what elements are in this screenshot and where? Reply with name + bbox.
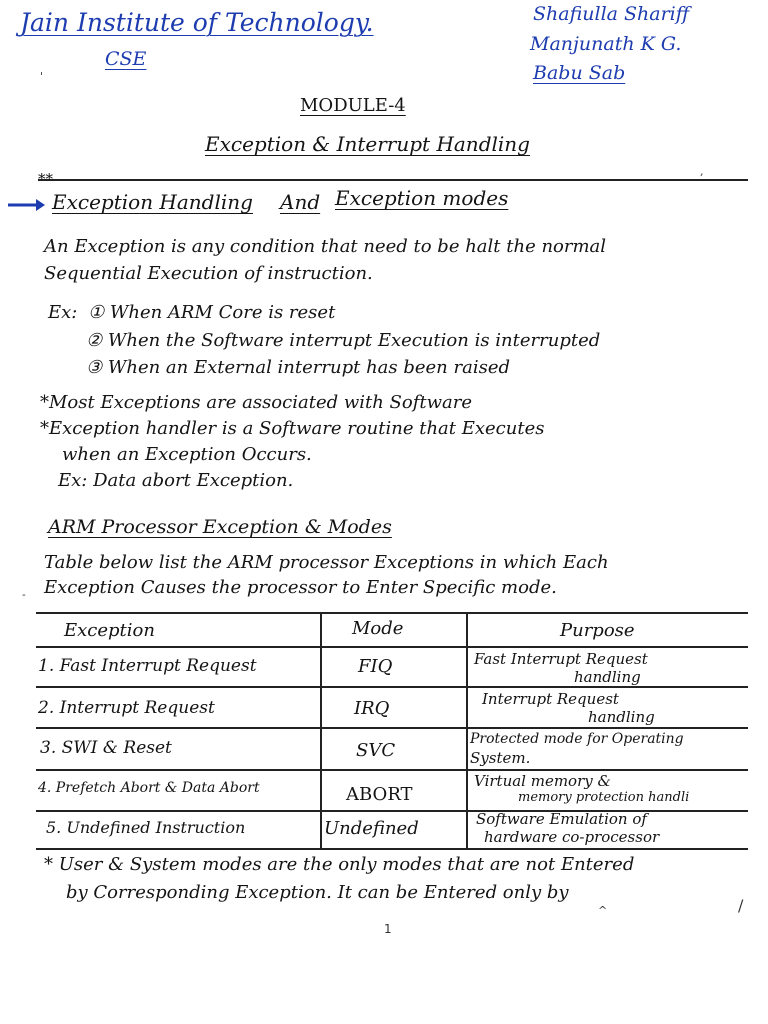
example-prefix: Ex: (48, 302, 78, 323)
table-row-divider (36, 686, 748, 688)
table-column-divider (320, 612, 322, 848)
table-row-3-mode: SVC (356, 740, 396, 761)
table-intro-line-2: Exception Causes the processor to Enter Specific mode. (44, 577, 557, 598)
module-subtitle: Exception & Interrupt Handling (205, 132, 530, 156)
institute-name: Jain Institute of Technology. (20, 8, 374, 37)
stray-mark-5: / (738, 896, 744, 915)
table-row-1-purpose-line-1: Fast Interrupt Request (474, 650, 648, 668)
table-header-mode: Mode (352, 618, 404, 639)
section2-heading: ARM Processor Exception & Modes (48, 516, 392, 538)
table-row-1-purpose-line-2: handling (574, 668, 641, 686)
table-border-top (36, 612, 748, 614)
table-row-3-purpose-line-2: System. (470, 749, 531, 767)
bullet-2-line-2: when an Exception Occurs. (62, 444, 312, 465)
table-row-2-exception: 2. Interrupt Request (38, 698, 215, 718)
table-row-1-exception: 1. Fast Interrupt Request (38, 656, 257, 676)
example-item-2: ② When the Software interrupt Execution is interrupted (86, 330, 601, 351)
table-row-4-mode: ABORT (346, 784, 413, 805)
bullet-2-line-1: *Exception handler is a Software routine that Executes (40, 418, 545, 439)
table-row-4-purpose-line-2: memory protection handli (518, 790, 690, 805)
table-row-2-purpose-line-1: Interrupt Request (482, 690, 619, 708)
stray-mark-2: , (700, 165, 704, 178)
table-row-4-purpose-line-1: Virtual memory & (474, 772, 611, 790)
author-2: Manjunath K G. (530, 33, 682, 55)
section1-heading-a: Exception Handling (52, 190, 253, 214)
table-intro-line-1: Table below list the ARM processor Exceptions in which Each (44, 552, 609, 573)
table-row-5-purpose-line-1: Software Emulation of (476, 810, 647, 828)
footer-note-line-1: * User & System modes are the only modes that are not Entered (44, 854, 635, 875)
table-border-bottom (36, 848, 748, 850)
table-row-3-exception: 3. SWI & Reset (40, 738, 172, 758)
department: CSE (105, 48, 147, 70)
bullet-1: *Most Exceptions are associated with Software (40, 392, 473, 413)
table-row-5-exception: 5. Undefined Instruction (46, 818, 246, 837)
module-title: MODULE-4 (300, 95, 406, 116)
table-row-divider (36, 727, 748, 729)
stray-mark: ' (40, 70, 44, 83)
stars-mark: ** (38, 170, 53, 188)
example-item-3: ③ When an External interrupt has been raised (86, 357, 510, 378)
table-column-divider (466, 612, 468, 848)
example-item-1: ① When ARM Core is reset (88, 302, 336, 323)
table-row-divider (36, 769, 748, 771)
table-row-3-purpose-line-1: Protected mode for Operating (470, 731, 684, 747)
example-2: Ex: Data abort Exception. (58, 470, 294, 491)
table-row-2-purpose-line-2: handling (588, 708, 655, 726)
definition-line-2: Sequential Execution of instruction. (44, 263, 373, 284)
stray-mark-3: - (22, 588, 26, 601)
table-row-5-mode: Undefined (324, 818, 419, 839)
table-row-2-mode: IRQ (354, 698, 390, 719)
section1-heading-c: Exception modes (335, 186, 509, 210)
stray-mark-4: ^ (598, 904, 608, 917)
table-header-exception: Exception (64, 620, 155, 641)
definition-line-1: An Exception is any condition that need to be halt the normal (44, 236, 607, 257)
table-row-5-purpose-line-2: hardware co-processor (484, 828, 660, 846)
author-1: Shafiulla Shariff (533, 3, 690, 25)
table-header-divider (36, 646, 748, 648)
footer-note-line-2: by Corresponding Exception. It can be Entered only by (66, 882, 569, 903)
table-row-1-mode: FIQ (358, 656, 393, 677)
author-3: Babu Sab (533, 62, 626, 84)
table-header-purpose: Purpose (560, 620, 635, 641)
table-row-4-exception: 4. Prefetch Abort & Data Abort (38, 780, 260, 796)
page-number: 1 (384, 922, 392, 936)
section1-heading-b: And (280, 190, 321, 214)
